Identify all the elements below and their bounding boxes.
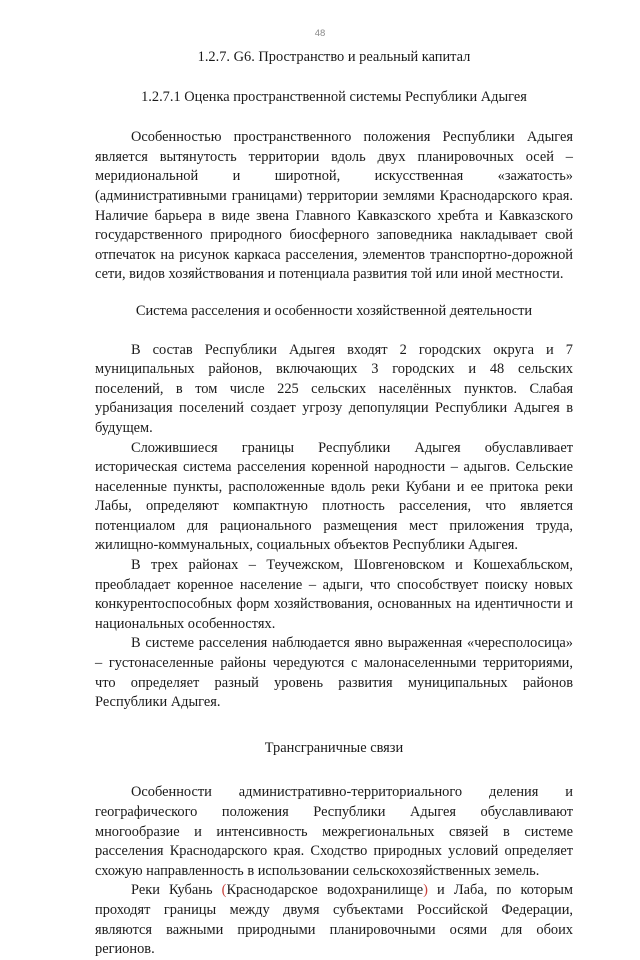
paragraph-spatial-position: Особенностью пространственного положения Республики Адыгея является вытянутость территории вдоль двух планировочных осей – меридиональной и широтной, искусственная «зажатость» (административными границами) территории землями Краснодарского края. Наличие барьера в виде звена Главного Кавказского хребта и Кавказского государственного природного биосферного заповедника накладывает свой отпечаток на рисунок каркаса расселения, элементов транспортно-дорожной сети, видов хозяйствования и потенциала развития той или иной местности. [95, 129, 573, 283]
rivers-text-start: Реки Кубань [131, 882, 222, 899]
page-number: 48 [314, 28, 326, 39]
paragraph-rivers [95, 881, 573, 959]
paragraph-historical-settlement: Сложившиеся границы Республики Адыгея обуславливает историческая система расселения коренной народности – адыгов. Сельские населенные пункты, расположенные вдоль реки Кубани и ее притока реки Лабы, определяют компактную плотность расселения, что является потенциалом для рационального размещения мест приложения труда, жилищно-коммунальных, социальных объектов Республики Адыгея. [95, 439, 573, 554]
page-content [95, 48, 573, 960]
paragraph-composition: В состав Республики Адыгея входят 2 городских округа и 7 муниципальных районов, включающих 3 городских и 48 сельских поселений, в том числе 225 сельских населённых пунктов. Слабая урбанизация поселений создает угрозу депопуляции Республики Адыгея в будущем. [95, 341, 573, 436]
section-heading-settlement: Система расселения и особенности хозяйственной деятельности [135, 302, 533, 319]
paragraph-interregional-links: Особенности административно-территориального деления и географического положения Республики Адыгея обуславливают многообразие и интенсивность межрегиональных связей в системе расселения Краснодарского края. Сходство природных условий определяет схожую направленность в использовании сельскохозяйственных земель. [95, 784, 573, 879]
paragraph-indigenous-districts: В трех районах – Теучежском, Шовгеновском и Кошехабльском, преобладает коренное население – адыги, что способствует поиску новых конкурентоспособных форм хозяйствования, основанных на идентичности и национальных особенностях. [95, 557, 573, 632]
reservoir-name: Краснодарское водохранилище [226, 882, 424, 899]
paren-open-mark: ( [221, 882, 227, 899]
section-heading-sub: 1.2.7.1 Оценка пространственной системы Республики Адыгея [141, 88, 527, 105]
section-heading-main: 1.2.7. G6. Пространство и реальный капитал [197, 49, 471, 65]
paren-close-mark: ) [423, 882, 428, 899]
rivers-text-end: и Лаба, по которым проходят границы между двумя субъектами Российской Федерации, являются важными природными планировочными осями для обоих регионов. [95, 882, 573, 958]
section-heading-crossborder: Трансграничные связи [264, 739, 404, 756]
paragraph-checkerboard: В системе расселения наблюдается явно выраженная «чересполосица» – густонаселенные районы чередуются с малонаселенными территориями, что определяет разный уровень развития муниципальных районов Республики Адыгея. [95, 635, 573, 711]
